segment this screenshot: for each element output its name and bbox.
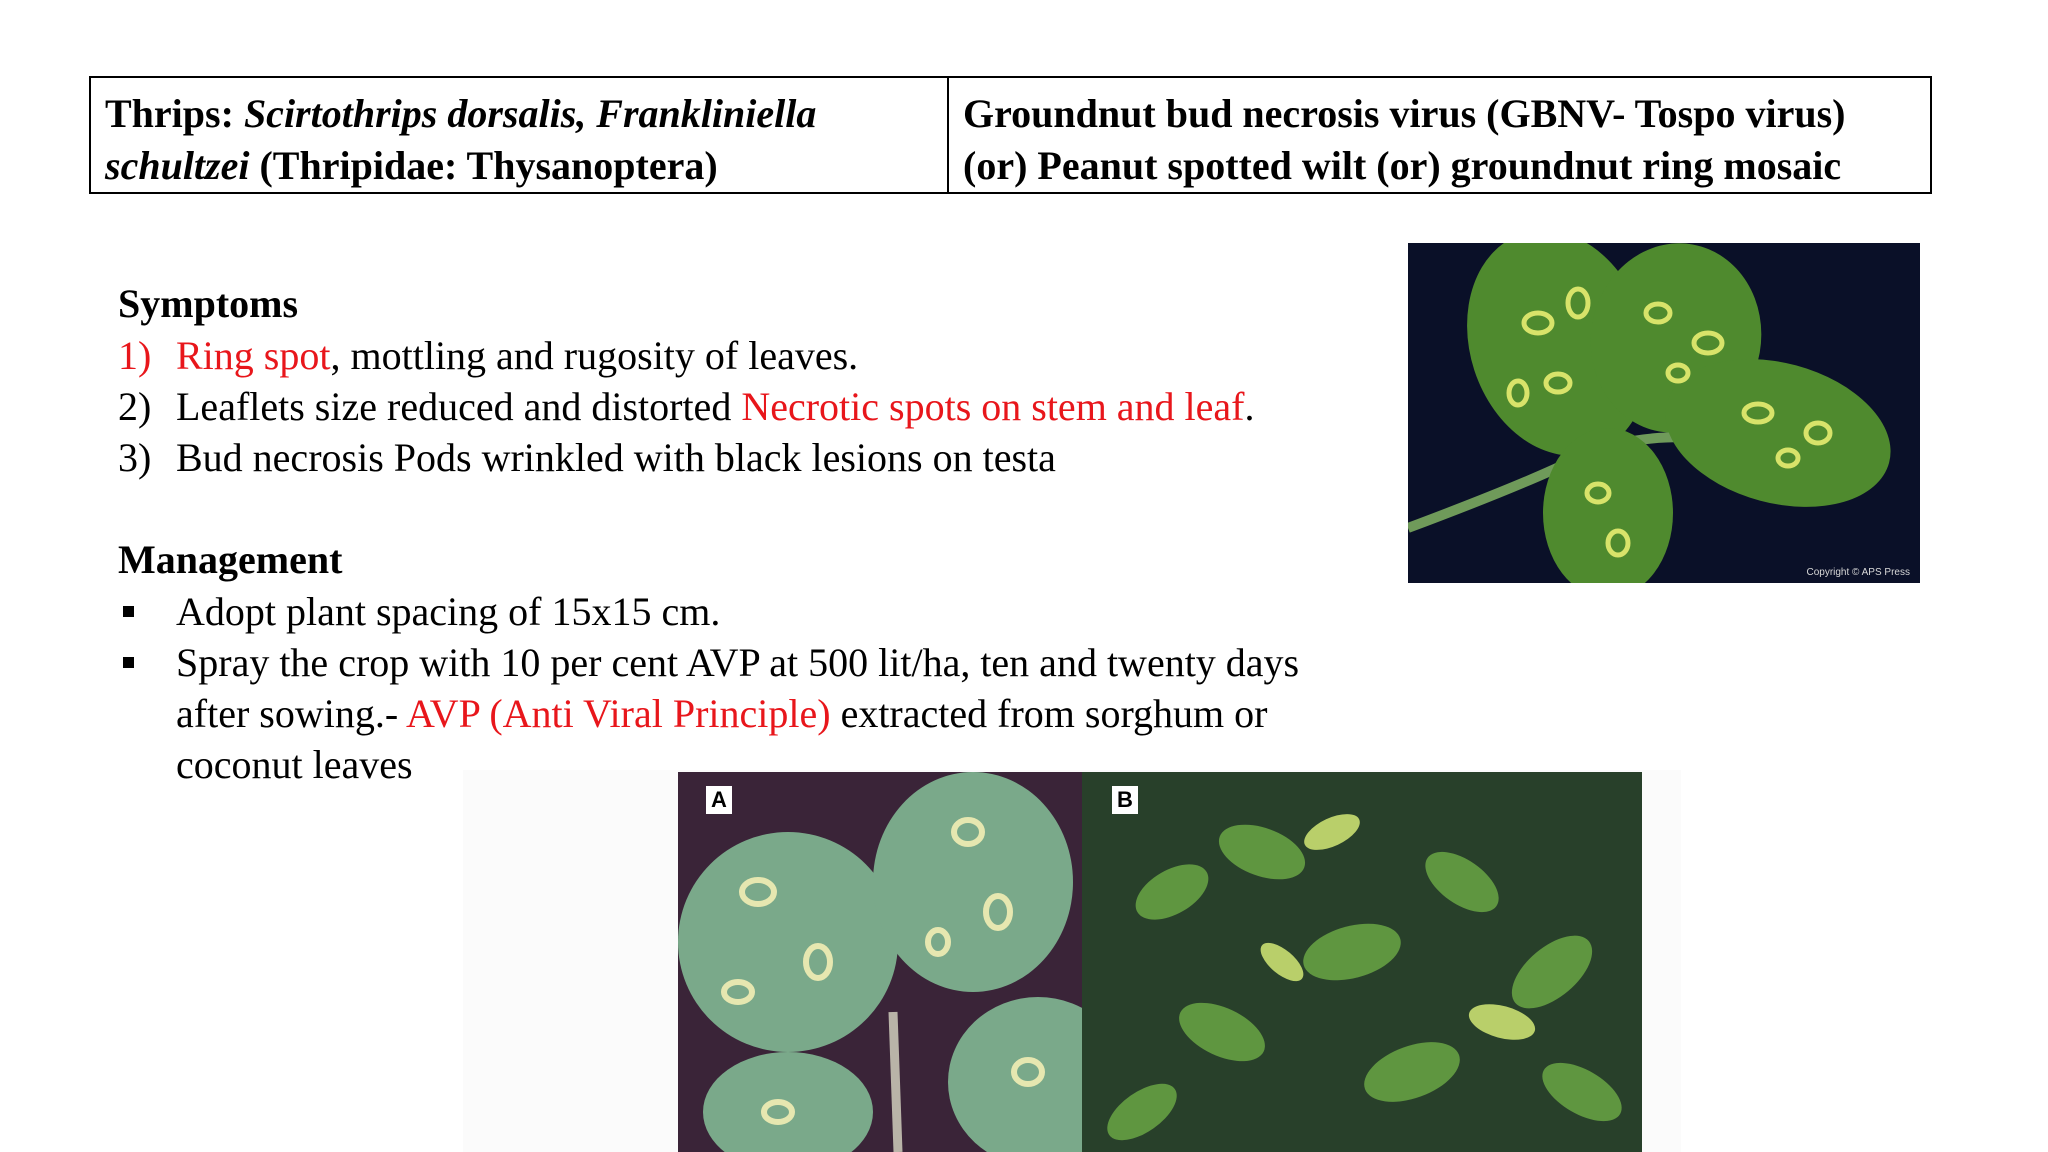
- ring-spot-leaf-photo: [1408, 243, 1920, 583]
- virus-name-cell: [949, 78, 1930, 192]
- symptom-comparison-photo: [678, 772, 1642, 1152]
- pest-name-cell: [91, 78, 949, 192]
- management-line: coconut leaves: [176, 742, 413, 787]
- pest-family: (Thripidae: Thysanoptera): [249, 143, 718, 188]
- symptom-highlight: Ring spot: [176, 333, 331, 378]
- symptom-highlight: Necrotic spots on stem and leaf: [741, 384, 1245, 429]
- pest-species-2: schultzei: [105, 143, 250, 188]
- symptom-text: Bud necrosis Pods wrinkled with black lesions on testa: [176, 435, 1056, 480]
- panel-a-illustration: [678, 772, 1082, 1152]
- management-line: [176, 688, 1408, 739]
- management-item-2: [118, 637, 1408, 790]
- virus-name-line-1: Groundnut bud necrosis virus (GBNV- Tospo virus): [963, 91, 1846, 136]
- panel-b-illustration: [1082, 772, 1642, 1152]
- square-bullet-icon: [123, 657, 134, 668]
- pest-prefix: Thrips:: [105, 91, 244, 136]
- panel-b-label: B: [1112, 786, 1138, 814]
- symptoms-heading: Symptoms: [118, 281, 299, 326]
- leaf-illustration: [1408, 243, 1920, 583]
- pest-species-1: Scirtothrips dorsalis, Frankliniella: [243, 91, 817, 136]
- management-item-1: [118, 586, 1408, 637]
- panel-a-label: A: [706, 786, 732, 814]
- symptom-item-1: [118, 330, 1408, 381]
- copyright-text: Copyright © APS Press: [1806, 567, 1910, 578]
- symptom-item-3: [118, 432, 1408, 483]
- symptom-item-2: [118, 381, 1408, 432]
- management-text: after sowing.-: [176, 691, 406, 736]
- symptom-text: Leaflets size reduced and distorted: [176, 384, 742, 429]
- spacer: [118, 483, 1408, 534]
- management-heading: Management: [118, 537, 343, 582]
- management-text: extracted from sorghum or: [830, 691, 1268, 736]
- virus-name-line-2: (or) Peanut spotted wilt (or) groundnut ring mosaic: [963, 143, 1842, 188]
- symptom-number: 1): [118, 333, 152, 378]
- symptom-text: , mottling and rugosity of leaves.: [330, 333, 859, 378]
- management-highlight: AVP (Anti Viral Principle): [405, 691, 831, 736]
- panel-b-plant-photo: [1082, 772, 1642, 1152]
- slide-content: [118, 278, 1408, 790]
- symptom-end: .: [1244, 384, 1255, 429]
- panel-a-leaf-photo: [678, 772, 1082, 1152]
- square-bullet-icon: [123, 606, 134, 617]
- symptom-number: 3): [118, 435, 152, 480]
- management-line: Spray the crop with 10 per cent AVP at 500 lit/ha, ten and twenty days: [176, 640, 1300, 685]
- header-table: [89, 76, 1932, 194]
- symptom-number: 2): [118, 384, 152, 429]
- management-text: Adopt plant spacing of 15x15 cm.: [176, 589, 721, 634]
